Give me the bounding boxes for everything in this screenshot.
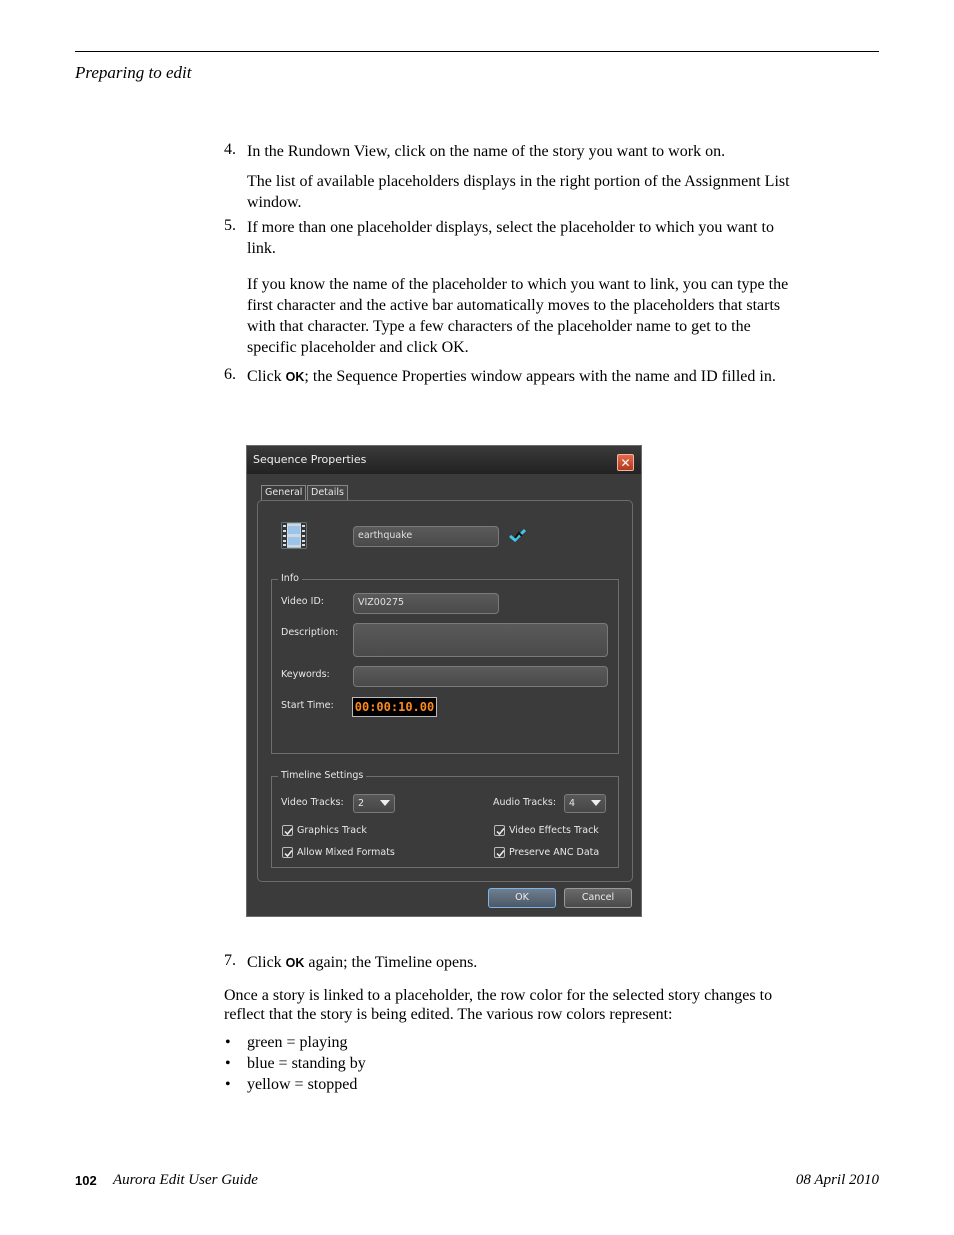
allow-mixed-checkbox[interactable] xyxy=(282,847,293,858)
dialog-title: Sequence Properties xyxy=(253,453,367,466)
footer-date: 08 April 2010 xyxy=(795,1172,879,1188)
video-tracks-label: Video Tracks: xyxy=(281,797,344,808)
ok-button[interactable]: OK xyxy=(488,888,556,908)
chevron-down-icon xyxy=(380,800,390,806)
list-item: green = playing xyxy=(247,1034,348,1051)
step-number: 4. xyxy=(224,141,236,158)
cancel-button[interactable]: Cancel xyxy=(564,888,632,908)
video-id-label: Video ID: xyxy=(281,596,324,607)
clapboard-icon xyxy=(281,522,307,549)
bullet-marker: • xyxy=(225,1034,231,1051)
list-item: yellow = stopped xyxy=(247,1076,358,1093)
step-text: In the Rundown View, click on the name of the story you want to work on. xyxy=(247,143,726,160)
preserve-anc-checkbox[interactable] xyxy=(494,847,505,858)
checkbox-checked-icon xyxy=(283,848,294,859)
sequence-name-field[interactable]: earthquake xyxy=(353,526,499,547)
keywords-field[interactable] xyxy=(353,666,608,687)
info-legend: Info xyxy=(278,573,302,584)
video-effects-checkbox[interactable] xyxy=(494,825,505,836)
checkbox-checked-icon xyxy=(495,826,506,837)
footer-guide-title: Aurora Edit User Guide xyxy=(113,1172,258,1188)
preserve-anc-label: Preserve ANC Data xyxy=(509,847,600,858)
graphics-track-checkbox[interactable] xyxy=(282,825,293,836)
step-number: 6. xyxy=(224,366,236,383)
close-icon[interactable]: ✕ xyxy=(617,454,634,471)
ok-keyword: OK xyxy=(285,370,305,384)
body-paragraph: Once a story is linked to a placeholder, the row color for the selected story changes to reflect that the story is being edited. The various row colors represent: xyxy=(224,987,773,1023)
section-title: Preparing to edit xyxy=(75,63,192,82)
page-number: 102 xyxy=(75,1173,97,1188)
audio-tracks-label: Audio Tracks: xyxy=(493,797,557,808)
ok-keyword: OK xyxy=(285,956,305,970)
description-field[interactable] xyxy=(353,623,608,657)
tab-details[interactable]: Details xyxy=(307,485,348,500)
step-note: The list of available placeholders displays in the right portion of the Assignment List window. xyxy=(247,173,790,211)
step-text: Click OK; the Sequence Properties window appears with the name and ID filled in. xyxy=(247,368,776,385)
bullet-marker: • xyxy=(225,1076,231,1093)
dialog-titlebar xyxy=(247,446,641,474)
sequence-properties-dialog xyxy=(246,445,642,917)
video-id-field[interactable]: VIZ00275 xyxy=(353,593,499,614)
header-rule xyxy=(75,51,879,52)
chevron-down-icon xyxy=(591,800,601,806)
link-icon[interactable] xyxy=(509,528,527,542)
timeline-settings-legend: Timeline Settings xyxy=(278,770,366,781)
video-tracks-select[interactable]: 2 xyxy=(353,794,395,813)
checkbox-checked-icon xyxy=(495,848,506,859)
start-time-field[interactable]: 00:00:10.00 xyxy=(352,697,437,717)
step-text: Click OK again; the Timeline opens. xyxy=(247,954,478,971)
keywords-label: Keywords: xyxy=(281,669,330,680)
description-label: Description: xyxy=(281,627,339,638)
video-effects-label: Video Effects Track xyxy=(509,825,599,836)
list-item: blue = standing by xyxy=(247,1055,366,1072)
allow-mixed-label: Allow Mixed Formats xyxy=(297,847,395,858)
checkbox-checked-icon xyxy=(283,826,294,837)
audio-tracks-select[interactable]: 4 xyxy=(564,794,606,813)
bullet-marker: • xyxy=(225,1055,231,1072)
step-number: 5. xyxy=(224,217,236,234)
step-text: If more than one placeholder displays, select the placeholder to which you want to link. xyxy=(247,219,774,257)
graphics-track-label: Graphics Track xyxy=(297,825,367,836)
start-time-label: Start Time: xyxy=(281,700,334,711)
step-number: 7. xyxy=(224,952,236,969)
step-note: If you know the name of the placeholder to which you want to link, you can type the first character and the active bar automatically moves to the placeholders that starts with that character. Type a few characters of the placeholder name to get to the specific placeholder and click OK. xyxy=(247,276,789,356)
tab-general[interactable]: General xyxy=(261,485,306,500)
